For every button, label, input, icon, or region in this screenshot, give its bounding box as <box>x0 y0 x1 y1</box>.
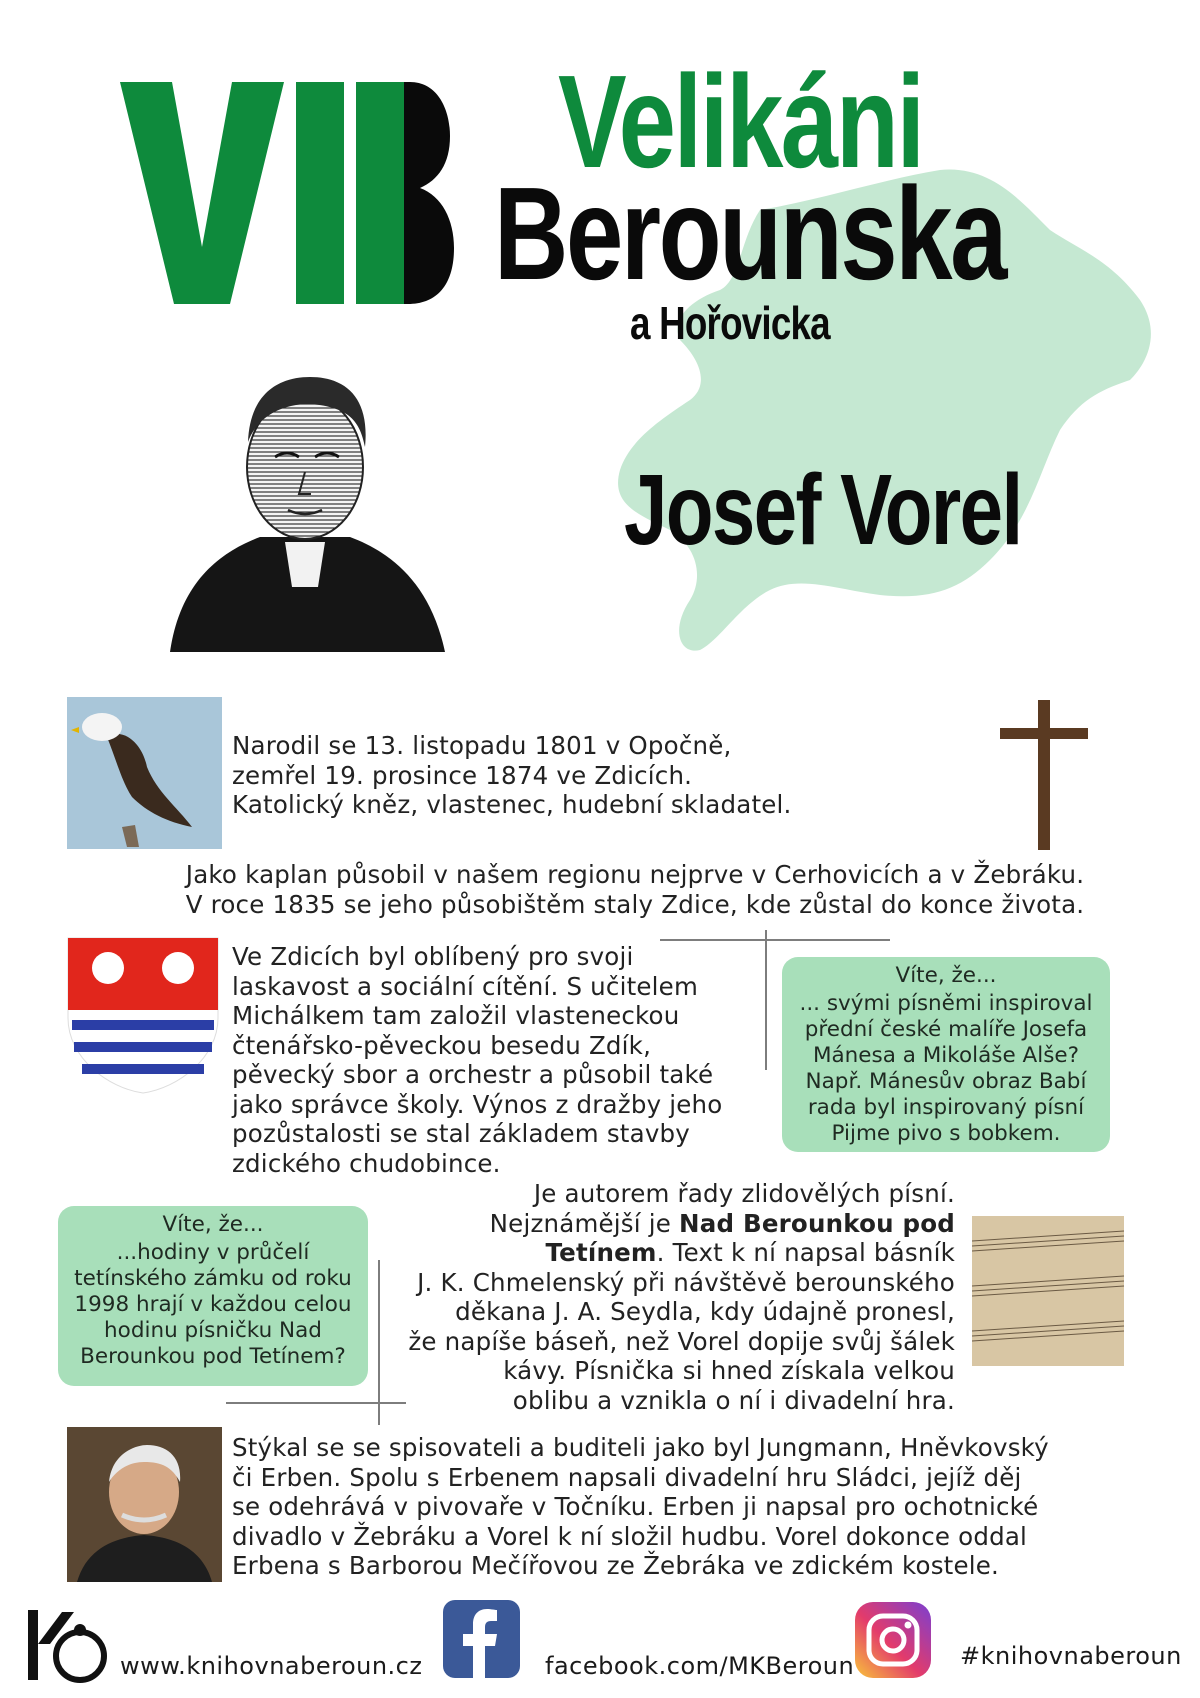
fact-box-2 <box>58 1206 368 1386</box>
divider-vertical-1 <box>765 930 767 1070</box>
fact-box-1-heading: Víte, že... <box>895 963 997 988</box>
title-berounska <box>494 160 1006 307</box>
library-logo[interactable] <box>22 1608 112 1683</box>
title-velikani-text: Velikáni <box>558 48 923 195</box>
title-horovicka: a Hořovicka <box>630 297 830 349</box>
sheet-music-image <box>972 1216 1124 1366</box>
career-text: Jako kaplan působil v našem regionu nejprve v Cerhovicích a v Žebráku. V roce 1835 se jeho působištěm staly Zdice, kde zůstal do konce života. <box>185 860 1085 919</box>
facebook-link[interactable]: facebook.com/MKBeroun <box>545 1652 855 1680</box>
website-link[interactable]: www.knihovnaberoun.cz <box>120 1652 423 1680</box>
facebook-icon[interactable] <box>443 1600 520 1678</box>
vib-logo-text: VIB <box>120 57 147 76</box>
fact-box-1 <box>782 957 1110 1152</box>
portrait-josef-vorel <box>160 362 450 662</box>
person-name: Josef Vorel <box>624 454 1022 566</box>
fact-box-1-text: ... svými písněmi inspiroval přední české malíře Josefa Mánesa a Mikoláše Alše? Např. Mánesův obraz Babí rada byl inspirovaný písní Pijme pivo s bobkem. <box>799 991 1093 1146</box>
writers-text: Stýkal se se spisovateli a buditeli jako byl Jungmann, Hněvkovský či Erben. Spolu s Erbenem napsali divadelní hru Sládci, jejíž děj se odehrává v pivovaře v Točníku. Erben ji napsal pro ochotnické divadlo v Žebráku a Vorel k ní složil hudbu. Vorel dokonce oddal Erbena s Barborou Mečířovou ze Žebráka ve zdickém kostele. <box>232 1433 1049 1580</box>
erben-portrait <box>67 1427 222 1582</box>
divider-horizontal-2 <box>226 1402 406 1404</box>
hashtag: #knihovnaberoun <box>960 1642 1182 1670</box>
song-text-part2: . Text k ní napsal básník J. K. Chmelenský při návštěvě berounského děkana J. A. Seydla, kdy údajně pronesl, že napíše báseň, než Vorel dopije svůj šálek kávy. Písnička si hned získala velkou oblibu a vznikla o ní i divadelní hra. <box>408 1238 955 1415</box>
eagle-image <box>67 697 222 849</box>
divider-horizontal-1 <box>660 939 890 941</box>
cross-icon <box>1000 700 1090 850</box>
song-text <box>380 1179 955 1415</box>
fact-box-2-heading: Víte, že... <box>162 1212 264 1237</box>
song-text-part1: Je autorem řady zlidovělých písní. Nejznámější je <box>489 1179 955 1238</box>
instagram-icon[interactable] <box>855 1602 931 1678</box>
zdice-text: Ve Zdicích byl oblíbený pro svoji laskavost a sociální cítění. S učitelem Michálkem tam založil vlasteneckou čtenářsko-pěveckou besedu Zdík, pěvecký sbor a orchestr a působil také jako správce školy. Výnos z dražby jeho pozůstalosti se stal základem stavby zdického chudobince. <box>232 942 723 1178</box>
vib-logo <box>120 57 440 312</box>
song-title: Nad Berounkou pod Tetínem <box>545 1208 955 1267</box>
fact-box-2-text: ...hodiny v průčelí tetínského zámku od roku 1998 hrají v každou celou hodinu písničku Nad Berounkou pod Tetínem? <box>74 1240 352 1369</box>
title-berounska-text: Berounska <box>494 160 1006 307</box>
bio-text: Narodil se 13. listopadu 1801 v Opočně, zemřel 19. prosince 1874 ve Zdicích. Katolický kněz, vlastenec, hudební skladatel. <box>232 731 792 819</box>
zdice-coat-of-arms <box>68 938 218 1093</box>
divider-vertical-2 <box>378 1260 380 1425</box>
